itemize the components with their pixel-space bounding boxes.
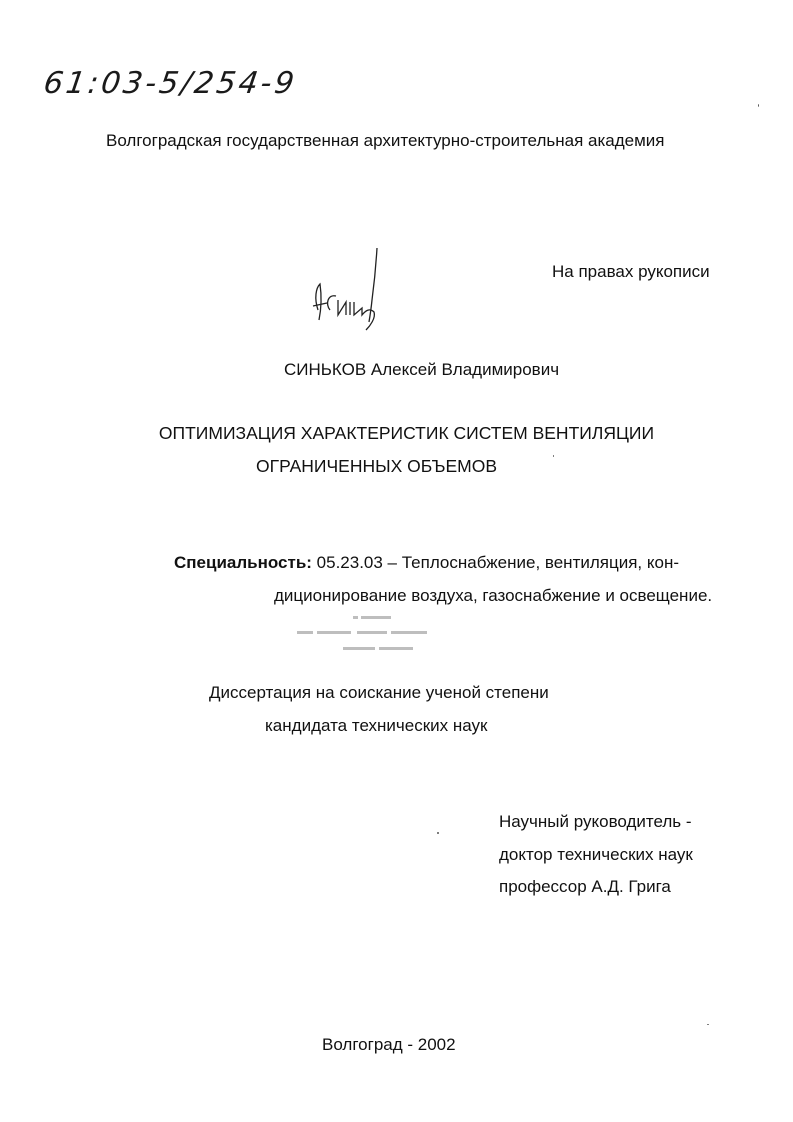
city-year: Волгоград - 2002 xyxy=(322,1035,456,1054)
author-signature xyxy=(300,240,400,340)
specialty-line-2: диционирование воздуха, газоснабжение и освещение. xyxy=(274,586,713,605)
author-name: СИНЬКОВ Алексей Владимирович xyxy=(284,360,560,379)
rights-notice: На правах рукописи xyxy=(552,262,710,281)
dissertation-line-2: кандидата технических наук xyxy=(265,716,488,735)
institution-name: Волгоградская государственная архитектурно-строительная академия xyxy=(106,131,665,150)
specialty-code-text: 05.23.03 – Теплоснабжение, вентиляция, кон- xyxy=(311,553,679,572)
scan-speck xyxy=(707,1024,709,1025)
faded-stamp xyxy=(295,614,435,658)
specialty-line-1 xyxy=(174,553,679,573)
thesis-title-line-1: ОПТИМИЗАЦИЯ ХАРАКТЕРИСТИК СИСТЕМ ВЕНТИЛЯЦИИ xyxy=(158,423,655,443)
dissertation-line-1: Диссертация на соискание ученой степени xyxy=(209,683,549,702)
supervisor-line-2: доктор технических наук xyxy=(499,845,693,864)
scan-speck xyxy=(758,104,759,107)
scan-speck xyxy=(437,832,439,834)
thesis-title-line-2: ОГРАНИЧЕННЫХ ОБЪЕМОВ xyxy=(256,456,498,476)
archive-code: 61:03-5/254-9 xyxy=(41,66,300,101)
supervisor-line-3: профессор А.Д. Грига xyxy=(499,877,671,896)
supervisor-line-1: Научный руководитель - xyxy=(499,812,692,831)
scan-speck xyxy=(553,455,554,457)
specialty-label: Специальность: xyxy=(174,553,312,572)
